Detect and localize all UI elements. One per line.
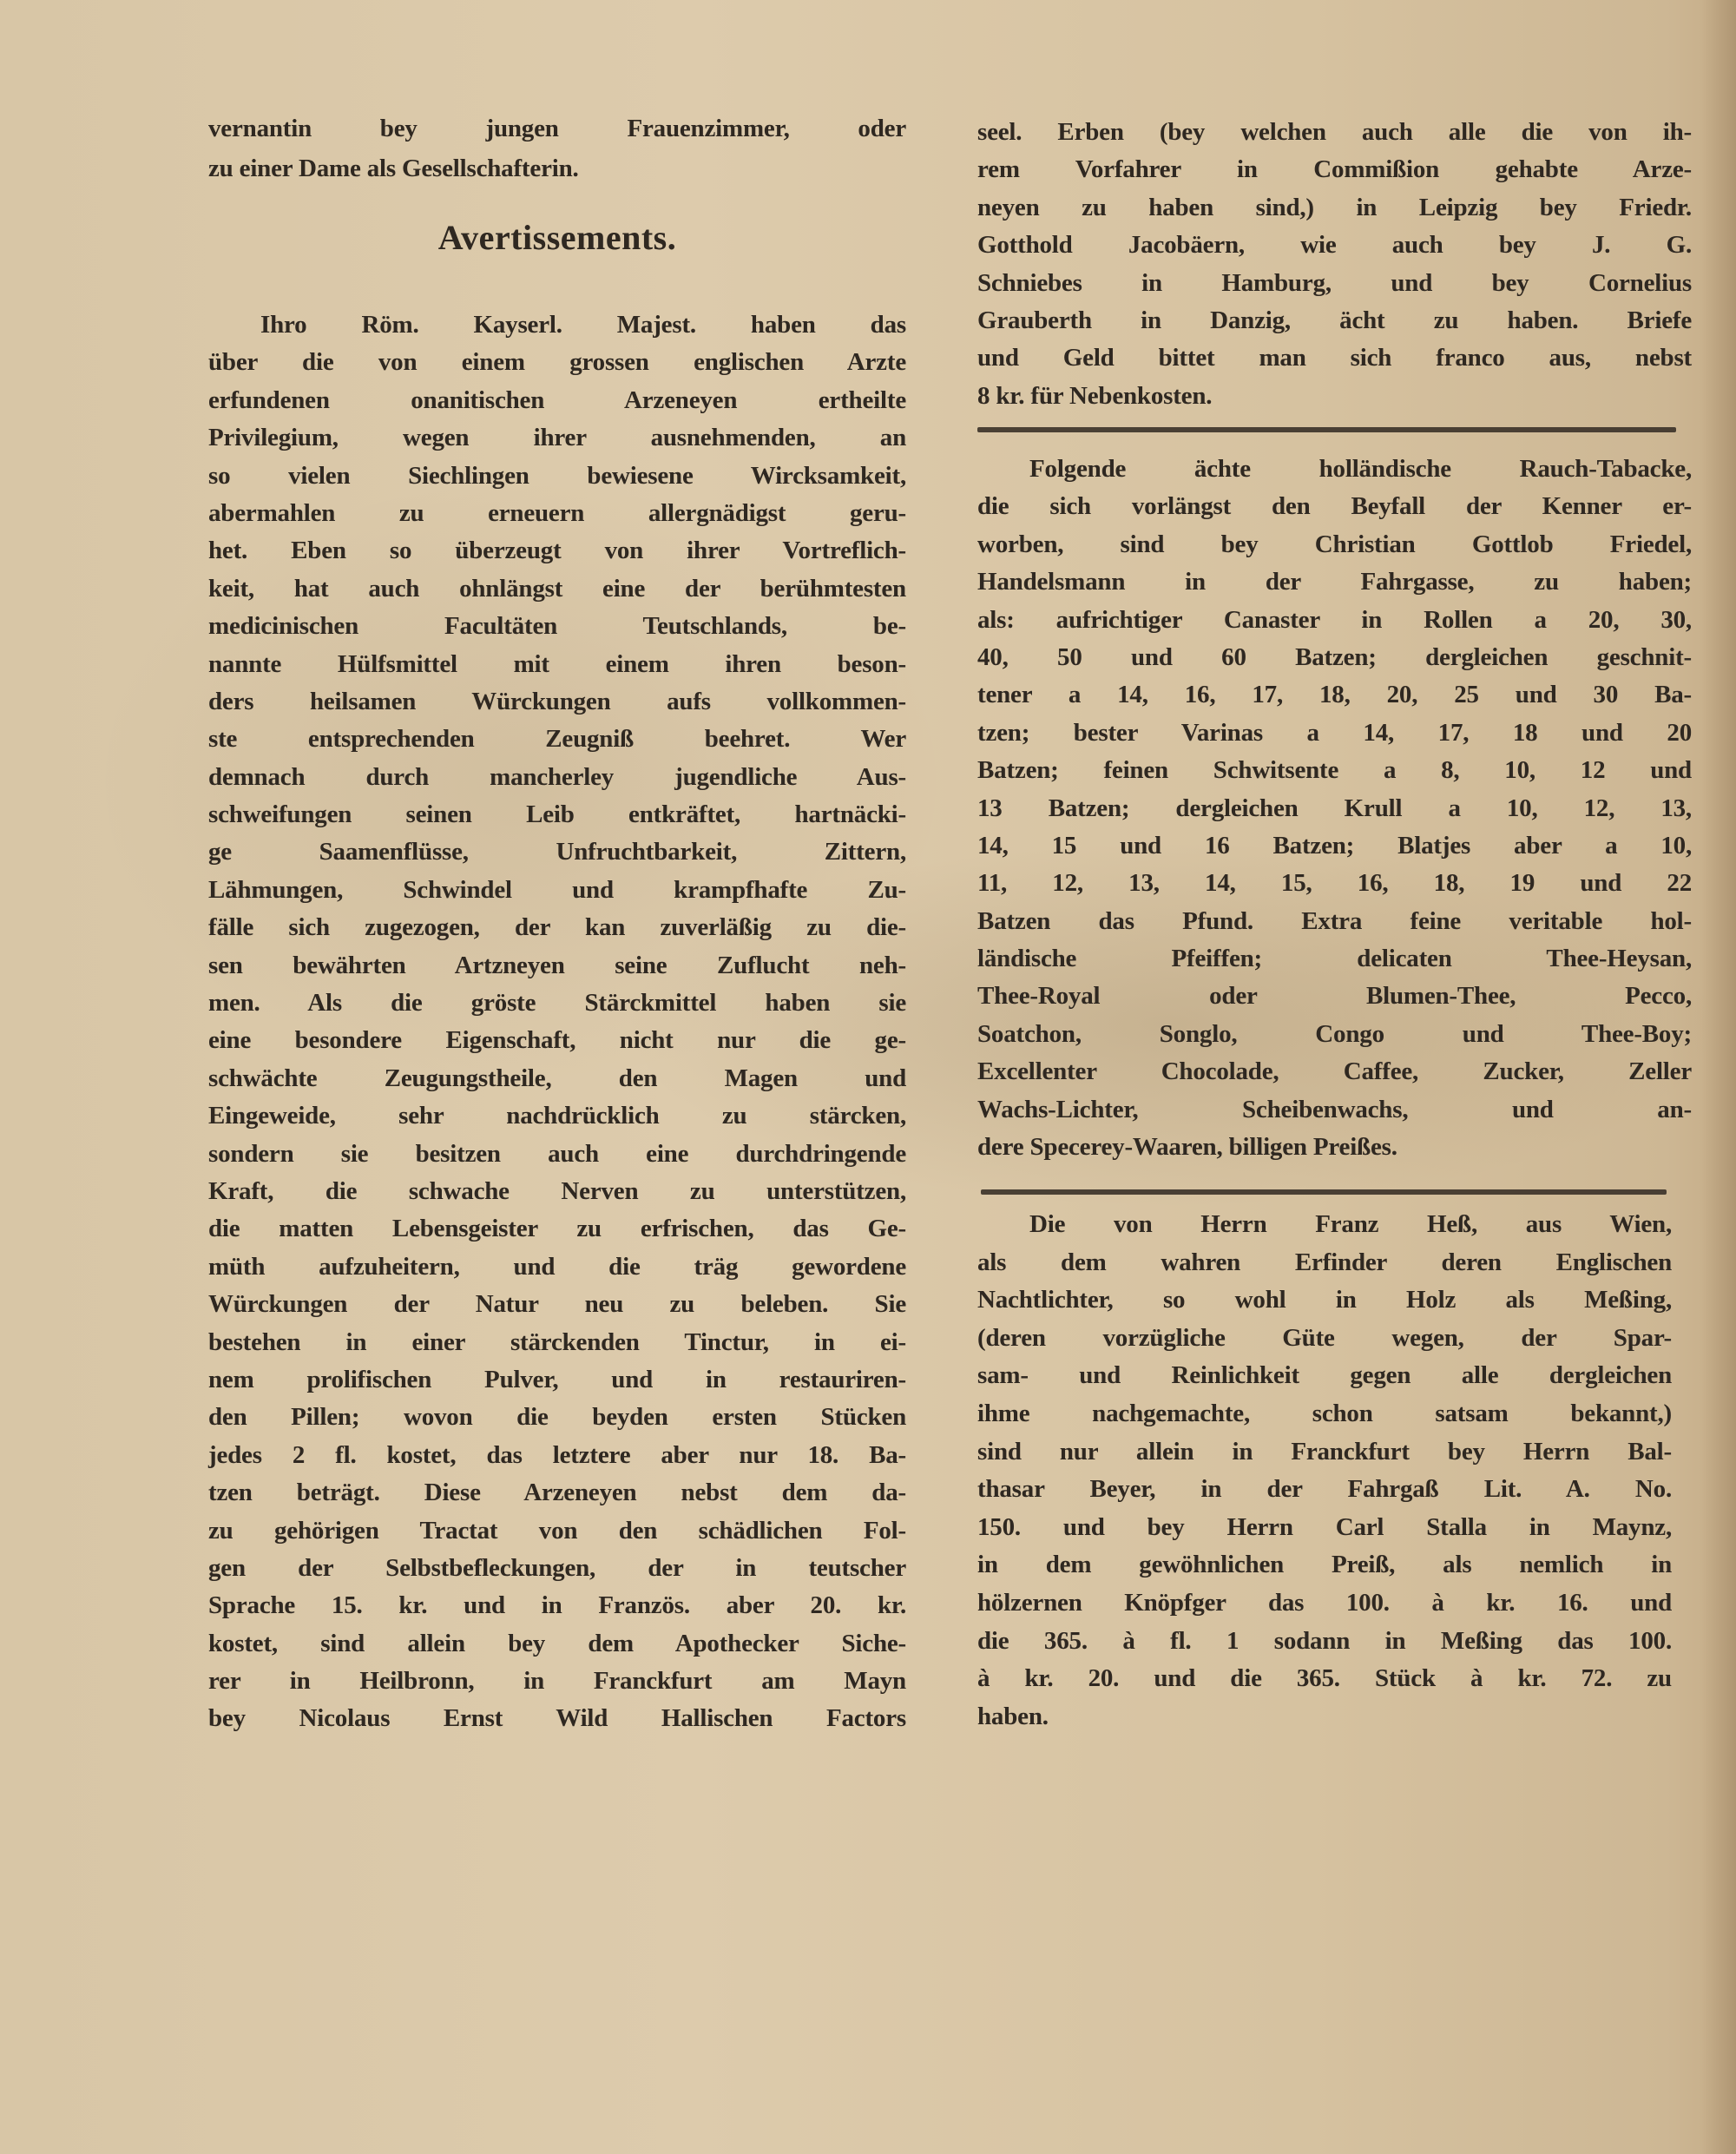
text-line: ge Saamenflüsse, Unfruchtbarkeit, Zittern, [208,838,906,866]
text-line: neyen zu haben sind,) in Leipzig bey Friedr. [977,193,1692,221]
text-line: Wachs-Lichter, Scheibenwachs, und an- [977,1095,1692,1123]
text-line: 8 kr. für Nebenkosten. [977,381,1213,410]
intro-paragraph [208,109,906,188]
text-line: tzen beträgt. Diese Arzeneyen nebst dem da- [208,1479,906,1507]
text-line: ländische Pfeiffen; delicaten Thee-Heysan, [977,945,1692,973]
text-line: nannte Hülfsmittel mit einem ihren beson- [208,649,906,678]
text-line: so vielen Siechlingen bewiesene Wircksamkeit, [208,461,906,490]
text-line: het. Eben so überzeugt von ihrer Vortreflich- [208,537,906,565]
nightlight-advertisement [977,1206,1672,1736]
text-line: Würckungen der Natur neu zu beleben. Sie [208,1290,906,1319]
text-line: kostet, sind allein bey dem Apothecker Siche- [208,1629,906,1657]
text-line: ste entsprechenden Zeugniß beehret. Wer [208,725,906,754]
text-line: über die von einem grossen englischen Arzte [208,348,906,377]
text-line: 13 Batzen; dergleichen Krull a 10, 12, 13, [977,794,1692,822]
text-line: Eingeweide, sehr nachdrücklich zu stärcken, [208,1102,906,1130]
text-line: vernantin bey jungen Frauenzimmer, oder [208,115,906,142]
text-line: sondern sie besitzen auch eine durchdringende [208,1139,906,1168]
medicine-advertisement [208,306,906,1738]
text-line: schweifungen seinen Leib entkräftet, hartnäcki- [208,800,906,829]
text-line: Excellenter Chocolade, Caffee, Zucker, Zeller [977,1057,1692,1086]
text-line: ders heilsamen Würckungen aufs vollkommen- [208,687,906,715]
text-line: tzen; bester Varinas a 14, 17, 18 und 20 [977,718,1692,747]
page-edge-shadow [1701,0,1736,2154]
text-line: rem Vorfahrer in Commißion gehabte Arze- [977,155,1692,184]
text-line: hölzernen Knöpfger das 100. à kr. 16. und [977,1588,1672,1617]
text-line: jedes 2 fl. kostet, das letztere aber nur 18. Ba- [208,1440,906,1469]
text-line: 11, 12, 13, 14, 15, 16, 18, 19 und 22 [977,869,1692,898]
text-line: nem prolifischen Pulver, und in restauriren- [208,1365,906,1393]
text-line: Gotthold Jacobäern, wie auch bey J. G. [977,231,1692,260]
text-line: Privilegium, wegen ihrer ausnehmenden, an [208,424,906,452]
text-line: Thee-Royal oder Blumen-Thee, Pecco, [977,982,1692,1011]
text-line: dere Specerey-Waaren, billigen Preißes. [977,1133,1397,1162]
divider-rule [981,1189,1667,1195]
text-line: Batzen das Pfund. Extra feine veritable hol- [977,906,1692,935]
divider-rule [977,427,1676,432]
text-line: fälle sich zugezogen, der kan zuverläßig zu die- [208,913,906,942]
text-line: zu gehörigen Tractat von den schädlichen Fol- [208,1516,906,1545]
text-line: medicinischen Facultäten Teutschlands, be- [208,612,906,641]
text-line: Ihro Röm. Kayserl. Majest. haben das [260,311,906,339]
text-line: sen bewährten Artzneyen seine Zuflucht neh- [208,951,906,979]
text-line: 150. und bey Herrn Carl Stalla in Maynz, [977,1512,1672,1541]
medicine-advertisement-continuation [977,114,1692,415]
text-line: Nachtlichter, so wohl in Holz als Meßing, [977,1286,1672,1314]
text-line: die 365. à fl. 1 sodann in Meßing das 100. [977,1626,1672,1655]
section-heading: Avertissements. [437,218,677,257]
text-line: als dem wahren Erfinder deren Englischen [977,1248,1672,1276]
text-line: Schniebes in Hamburg, und bey Cornelius [977,268,1692,297]
text-line: seel. Erben (bey welchen auch alle die von ih- [977,118,1692,146]
text-line: Die von Herrn Franz Heß, aus Wien, [1029,1210,1672,1238]
text-line: eine besondere Eigenschaft, nicht nur die ge- [208,1026,906,1055]
text-line: als: aufrichtiger Canaster in Rollen a 20, 30, [977,605,1692,634]
text-line: 14, 15 und 16 Batzen; Blatjes aber a 10, [977,831,1692,860]
text-line: rer in Heilbronn, in Franckfurt am Mayn [208,1667,906,1696]
text-line: 40, 50 und 60 Batzen; dergleichen geschnit- [977,642,1692,671]
text-line: müth aufzuheitern, und die träg gewordene [208,1252,906,1281]
text-line: abermahlen zu erneuern allergnädigst geru- [208,498,906,527]
text-line: Folgende ächte holländische Rauch-Tabacke, [1029,455,1692,483]
text-line: sam- und Reinlichkeit gegen alle dergleichen [977,1361,1672,1390]
text-line: keit, hat auch ohnlängst eine der berühmtesten [208,574,906,603]
text-line: Batzen; feinen Schwitsente a 8, 10, 12 und [977,756,1692,785]
text-line: bey Nicolaus Ernst Wild Hallischen Factors [208,1704,906,1733]
text-line: Kraft, die schwache Nerven zu unterstützen, [208,1176,906,1205]
text-line: Soatchon, Songlo, Congo und Thee-Boy; [977,1019,1692,1048]
text-line: Handelsmann in der Fahrgasse, zu haben; [977,568,1692,596]
text-line: men. Als die gröste Stärckmittel haben sie [208,989,906,1018]
text-line: und Geld bittet man sich franco aus, nebst [977,344,1692,372]
text-line: tener a 14, 16, 17, 18, 20, 25 und 30 Ba- [977,681,1692,709]
text-line: ihme nachgemachte, schon satsam bekannt,) [977,1399,1672,1427]
text-line: die sich vorlängst den Beyfall der Kenner er- [977,492,1692,521]
text-line: bestehen in einer stärckenden Tinctur, in ei- [208,1327,906,1356]
text-line: Sprache 15. kr. und in Französ. aber 20. kr. [208,1591,906,1620]
text-line: (deren vorzügliche Güte wegen, der Spar- [977,1323,1672,1352]
text-line: in dem gewöhnlichen Preiß, als nemlich in [977,1551,1672,1579]
text-line: schwächte Zeugungstheile, den Magen und [208,1064,906,1092]
text-line: worben, sind bey Christian Gottlob Friedel, [977,530,1692,558]
text-line: den Pillen; wovon die beyden ersten Stücken [208,1403,906,1432]
text-line: à kr. 20. und die 365. Stück à kr. 72. zu [977,1664,1672,1693]
tobacco-advertisement [977,451,1692,1166]
text-line: sind nur allein in Franckfurt bey Herrn Bal- [977,1437,1672,1466]
text-line: thasar Beyer, in der Fahrgaß Lit. A. No. [977,1475,1672,1504]
text-line: haben. [977,1702,1049,1730]
text-line: Grauberth in Danzig, ächt zu haben. Briefe [977,306,1692,334]
text-line: erfundenen onanitischen Arzeneyen ertheilte [208,385,906,414]
text-line: die matten Lebensgeister zu erfrischen, das Ge- [208,1215,906,1243]
text-line: demnach durch mancherley jugendliche Aus- [208,762,906,791]
text-line: Lähmungen, Schwindel und krampfhafte Zu- [208,875,906,904]
text-line: gen der Selbstbefleckungen, der in teutscher [208,1553,906,1582]
text-line: zu einer Dame als Gesellschafterin. [208,155,579,182]
